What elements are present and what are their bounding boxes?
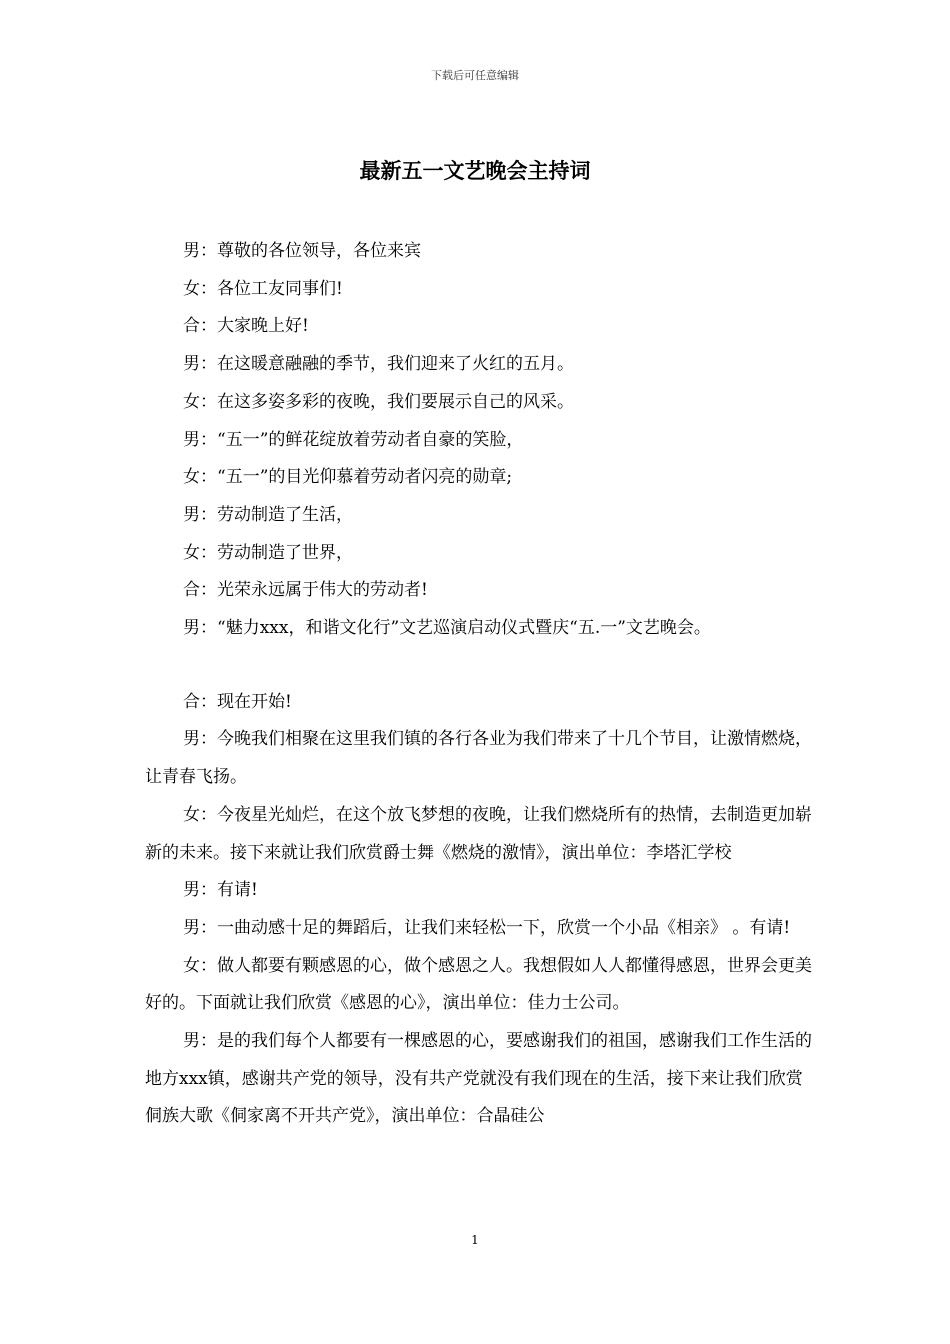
paragraph: 男：“魅力xxx，和谐文化行”文艺巡演启动仪式暨庆“五.一”文艺晚会。 bbox=[183, 618, 711, 639]
paragraph: 男：劳动制造了生活， bbox=[183, 504, 353, 525]
paragraph: 合：大家晚上好! bbox=[183, 316, 309, 337]
paragraph: 女：今夜星光灿烂，在这个放飞梦想的夜晚，让我们燃烧所有的热情，去制造更加崭新的未来。接下来就让我们欣赏爵士舞《燃烧的激情》，演出单位：李塔汇学校 bbox=[145, 804, 812, 863]
document-body bbox=[145, 233, 815, 1136]
document-title: 最新五一文艺晚会主持词 bbox=[359, 159, 591, 183]
paragraph: 女：劳动制造了世界， bbox=[183, 542, 353, 563]
paragraph: 男：今晚我们相聚在这里我们镇的各行各业为我们带来了十几个节目，让激情燃烧，让青春飞扬。 bbox=[145, 729, 812, 788]
paragraph: 男：尊敬的各位领导，各位来宾 bbox=[183, 241, 421, 261]
paragraph: 男：有请! bbox=[183, 880, 258, 901]
paragraph: 女：在这多姿多彩的夜晚，我们要展示自己的风采。 bbox=[183, 391, 574, 412]
page-header: 下载后可任意编辑 bbox=[431, 69, 519, 82]
paragraph: 女：做人都要有颗感恩的心，做个感恩之人。我想假如人人都懂得感恩，世界会更美好的。下面就让我们欣赏《感恩的心》，演出单位：佳力士公司。 bbox=[145, 955, 812, 1014]
paragraph: 男：是的我们每个人都要有一棵感恩的心，要感谢我们的祖国，感谢我们工作生活的地方xxx镇，感谢共产党的领导，没有共产党就没有我们现在的生活，接下来让我们欣赏侗族大歌《侗家离不开共产党》，演出单位：合晶硅公 bbox=[145, 1031, 812, 1127]
paragraph: 女：“五一”的目光仰慕着劳动者闪亮的勋章; bbox=[183, 467, 513, 488]
page-number: 1 bbox=[471, 1233, 479, 1247]
paragraph: 合：光荣永远属于伟大的劳动者! bbox=[183, 580, 428, 601]
paragraph: 男：“五一”的鲜花绽放着劳动者自豪的笑脸， bbox=[183, 429, 524, 450]
paragraph: 男：在这暖意融融的季节，我们迎来了火红的五月。 bbox=[183, 354, 574, 375]
paragraph: 合：现在开始! bbox=[183, 691, 292, 712]
blank-line bbox=[145, 648, 815, 684]
paragraph: 男：一曲动感十足的舞蹈后，让我们来轻松一下，欣赏一个小品《相亲》 。有请! bbox=[183, 917, 791, 938]
paragraph: 女：各位工友同事们! bbox=[183, 278, 343, 299]
